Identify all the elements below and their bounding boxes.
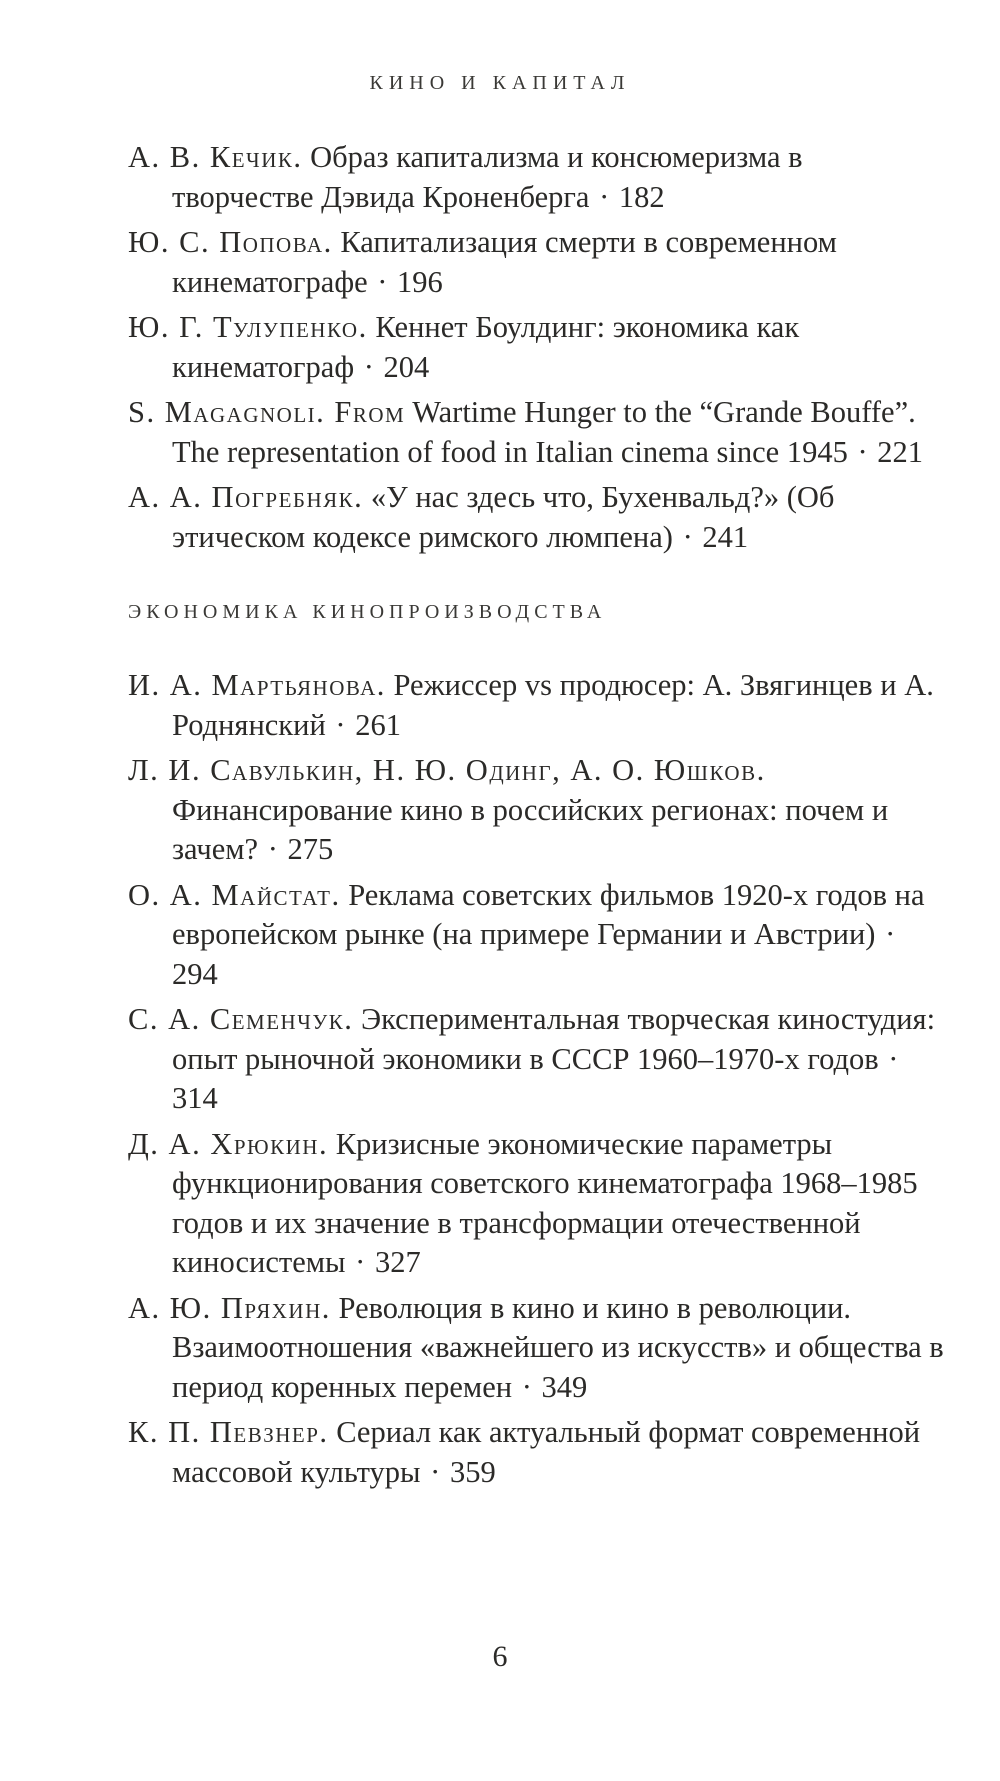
- toc-group-2: [128, 666, 948, 1492]
- toc-entry: [128, 393, 948, 472]
- toc-entry-title: Революция в кино и кино в революции. Взаимоотношения «важнейшего из искусств» и общества в период коренных перемен: [172, 1290, 944, 1404]
- toc-entry-title: Кризисные экономические параметры функционирования советского кинематографа 1968–1985 годов и их значение в трансформации отечественной киносистемы: [172, 1126, 918, 1279]
- toc-entry-title: Кеннет Боулдинг: экономика как кинематограф: [172, 310, 800, 384]
- toc-entry: [128, 666, 948, 745]
- toc-entry-title: Финансирование кино в российских регионах: почем и зачем?: [172, 792, 889, 866]
- toc-entry: [128, 138, 948, 217]
- toc-entry-author: А. В. Кечик.: [128, 140, 303, 174]
- toc-entry-separator: ·: [885, 917, 896, 951]
- toc-entry-separator: ·: [682, 519, 693, 554]
- toc-entry-page: 204: [383, 349, 430, 384]
- toc-entry-author: О. А. Майстат.: [128, 877, 341, 912]
- toc-entry-title: Wartime Hunger to the “Grande Bouffe”. The representation of food in Italian cinema since 1945: [172, 395, 916, 469]
- toc-entry-title: Сериал как актуальный формат современной массовой культуры: [172, 1415, 921, 1489]
- toc-entry-separator: ·: [599, 179, 610, 214]
- toc-entry-author: А. Ю. Пряхин.: [128, 1290, 331, 1325]
- toc-entry: [128, 1000, 948, 1119]
- running-head: КИНО И КАПИТАЛ: [369, 72, 631, 94]
- toc-entry: [128, 1289, 948, 1408]
- toc-entry-title: «У нас здесь что, Бухенвальд?» (Об этическом кодексе римского люмпена): [172, 480, 835, 554]
- toc-entry: [128, 751, 948, 870]
- toc-entry-separator: ·: [363, 349, 374, 384]
- toc-entry-page: 294: [172, 956, 218, 991]
- section-heading: ЭКОНОМИКА КИНОПРОИЗВОДСТВА: [128, 601, 607, 623]
- toc-entry: [128, 876, 948, 995]
- toc-entry-author: С. А. Семенчук.: [128, 1002, 354, 1036]
- toc-entry-title: Капитализация смерти в современном кинематографе: [172, 225, 837, 299]
- toc-entry-page: 221: [877, 434, 924, 469]
- toc-entry-author: S. Magagnoli. From: [128, 395, 406, 429]
- toc-entry-author: Д. А. Хрюкин.: [128, 1126, 329, 1161]
- toc-entry: [128, 1125, 948, 1283]
- toc-entry-author: Ю. С. Попова.: [128, 225, 333, 259]
- toc-entry-author: И. А. Мартьянова.: [128, 668, 386, 702]
- toc-entry: [128, 223, 948, 302]
- toc-entry-separator: ·: [355, 1245, 366, 1279]
- toc-entry-separator: ·: [267, 832, 278, 866]
- toc-entry-page: 359: [449, 1454, 496, 1489]
- toc-group-1: [128, 138, 948, 557]
- toc-entry: [128, 478, 948, 557]
- toc-entry-page: 182: [618, 179, 665, 214]
- toc-entry-separator: ·: [430, 1454, 441, 1489]
- toc-entry: [128, 1413, 948, 1492]
- toc-entry-separator: ·: [521, 1369, 532, 1404]
- toc-entry-page: 314: [172, 1081, 218, 1115]
- toc-entry-page: 261: [355, 707, 401, 742]
- toc-entry-page: 327: [374, 1245, 421, 1279]
- toc-entry-author: А. А. Погребняк.: [128, 480, 364, 514]
- toc-entry-page: 275: [287, 832, 334, 866]
- toc-entry: [128, 308, 948, 387]
- toc-entry-author: Л. И. Савулькин, Н. Ю. Одинг, А. О. Юшков.: [128, 753, 766, 787]
- toc-entry-page: 241: [702, 519, 749, 554]
- toc-entry-title: Образ капитализма и консюмеризма в творчестве Дэвида Кроненберга: [172, 140, 803, 214]
- toc-entry-page: 196: [397, 264, 443, 299]
- table-of-contents: [128, 138, 948, 1498]
- toc-entry-author: К. П. Певзнер.: [128, 1415, 329, 1449]
- toc-entry-separator: ·: [377, 264, 388, 299]
- toc-entry-title: Режиссер vs продюсер: А. Звягинцев и А. Роднянский: [172, 668, 934, 742]
- toc-entry-separator: ·: [888, 1041, 899, 1076]
- toc-entry-separator: ·: [335, 707, 346, 742]
- toc-entry-title: Экспериментальная творческая киностудия: опыт рыночной экономики в СССР 1960–1970-х годов: [172, 1002, 936, 1076]
- toc-entry-page: 349: [541, 1369, 588, 1404]
- toc-entry-author: Ю. Г. Тулупенко.: [128, 310, 368, 344]
- page-number: 6: [492, 1640, 508, 1673]
- toc-entry-title: Реклама советских фильмов 1920-х годов на европейском рынке (на примере Германии и Австрии): [172, 877, 925, 951]
- toc-entry-separator: ·: [857, 434, 868, 469]
